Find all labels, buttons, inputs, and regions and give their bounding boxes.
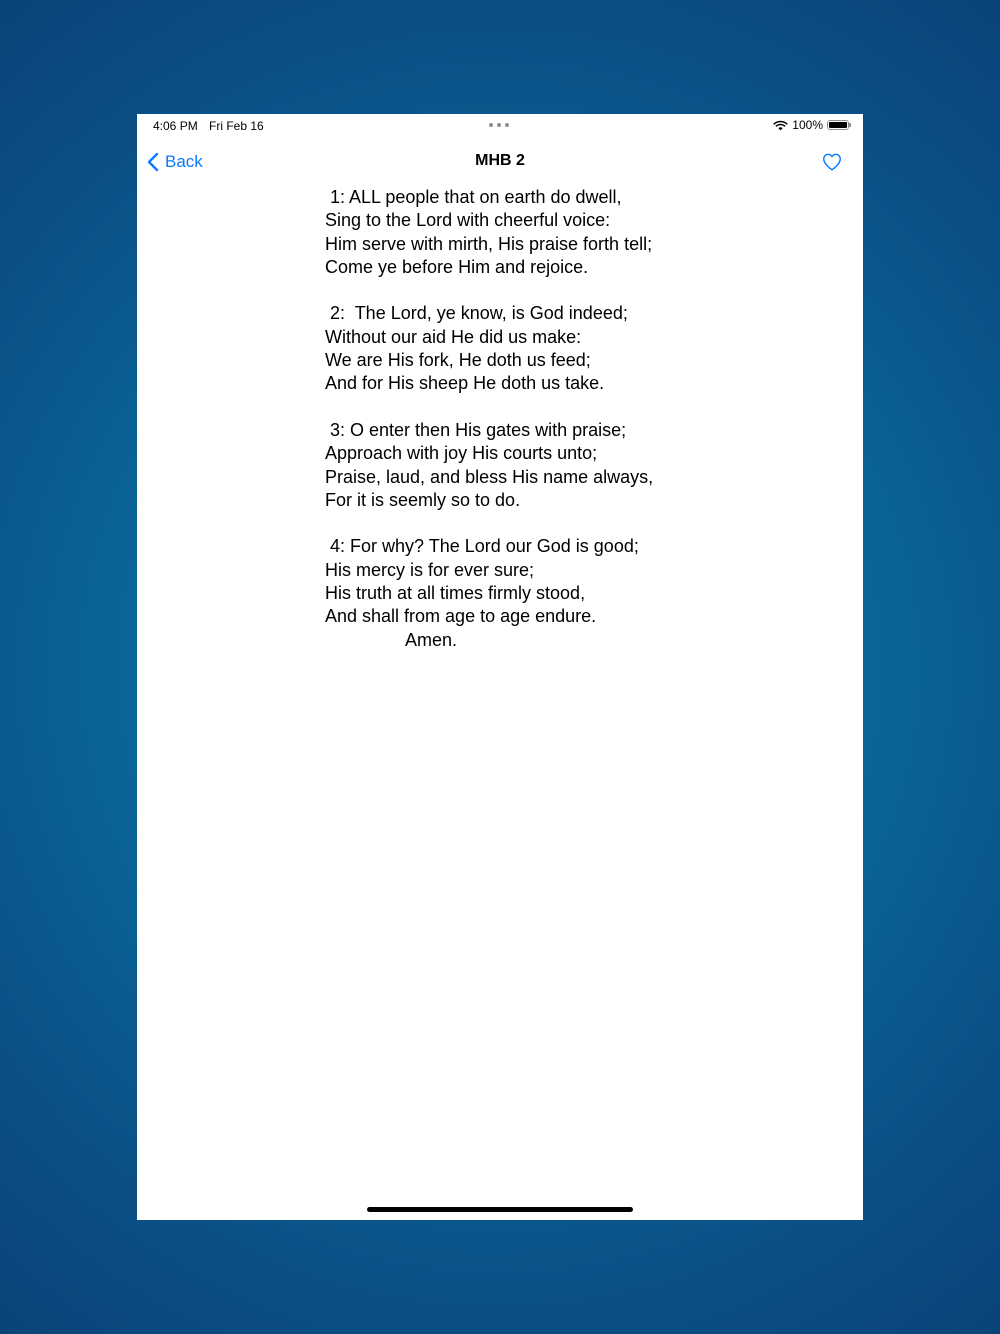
stanza-2 [325, 302, 725, 395]
stanza-4 [325, 535, 725, 651]
stanza-line: 3: O enter then His gates with praise; [325, 419, 627, 440]
status-bar [137, 114, 863, 138]
stanza-3 [325, 419, 725, 512]
battery-percentage: 100% [792, 118, 823, 132]
stanza-line: Praise, laud, and bless His name always, [325, 466, 654, 487]
back-button-label: Back [165, 152, 203, 171]
stanza-line: 1: ALL people that on earth do dwell, [325, 187, 622, 207]
stanza-line: 4: For why? The Lord our God is good; [325, 536, 639, 557]
stanza-line: And shall from age to age endure. [325, 606, 597, 627]
stanza-line: We are His fork, He doth us feed; [325, 350, 591, 371]
stanza-line: Sing to the Lord with cheerful voice: [325, 210, 611, 231]
status-time: 4:06 PM [153, 119, 198, 133]
stanza-line: Him serve with mirth, His praise forth tell; [325, 233, 653, 254]
status-date: Fri Feb 16 [209, 119, 264, 133]
stanza-1 [325, 186, 725, 279]
battery-fill [829, 122, 847, 128]
status-indicators [773, 118, 849, 132]
stanza-line: His mercy is for ever sure; [325, 559, 535, 580]
home-indicator[interactable] [367, 1207, 633, 1212]
stanza-line: For it is seemly so to do. [325, 489, 521, 510]
stanza-line: And for His sheep He doth us take. [325, 373, 605, 394]
battery-icon [827, 120, 849, 130]
page-title: MHB 2 [475, 152, 525, 169]
wifi-icon [773, 120, 788, 131]
amen-line: Amen. [405, 629, 458, 650]
hymn-text [325, 186, 725, 652]
stanza-line: Without our aid He did us make: [325, 326, 582, 347]
stanza-line: 2: The Lord, ye know, is God indeed; [325, 303, 628, 324]
navigation-bar [137, 138, 863, 186]
stanza-line: Come ye before Him and rejoice. [325, 256, 589, 277]
device-screen [137, 114, 863, 1220]
favorite-button[interactable] [821, 151, 843, 173]
stanza-line: Approach with joy His courts unto; [325, 443, 598, 464]
heart-outline-icon [821, 151, 843, 173]
multitasking-dots-icon[interactable] [489, 123, 511, 128]
stanza-line: His truth at all times firmly stood, [325, 583, 586, 604]
